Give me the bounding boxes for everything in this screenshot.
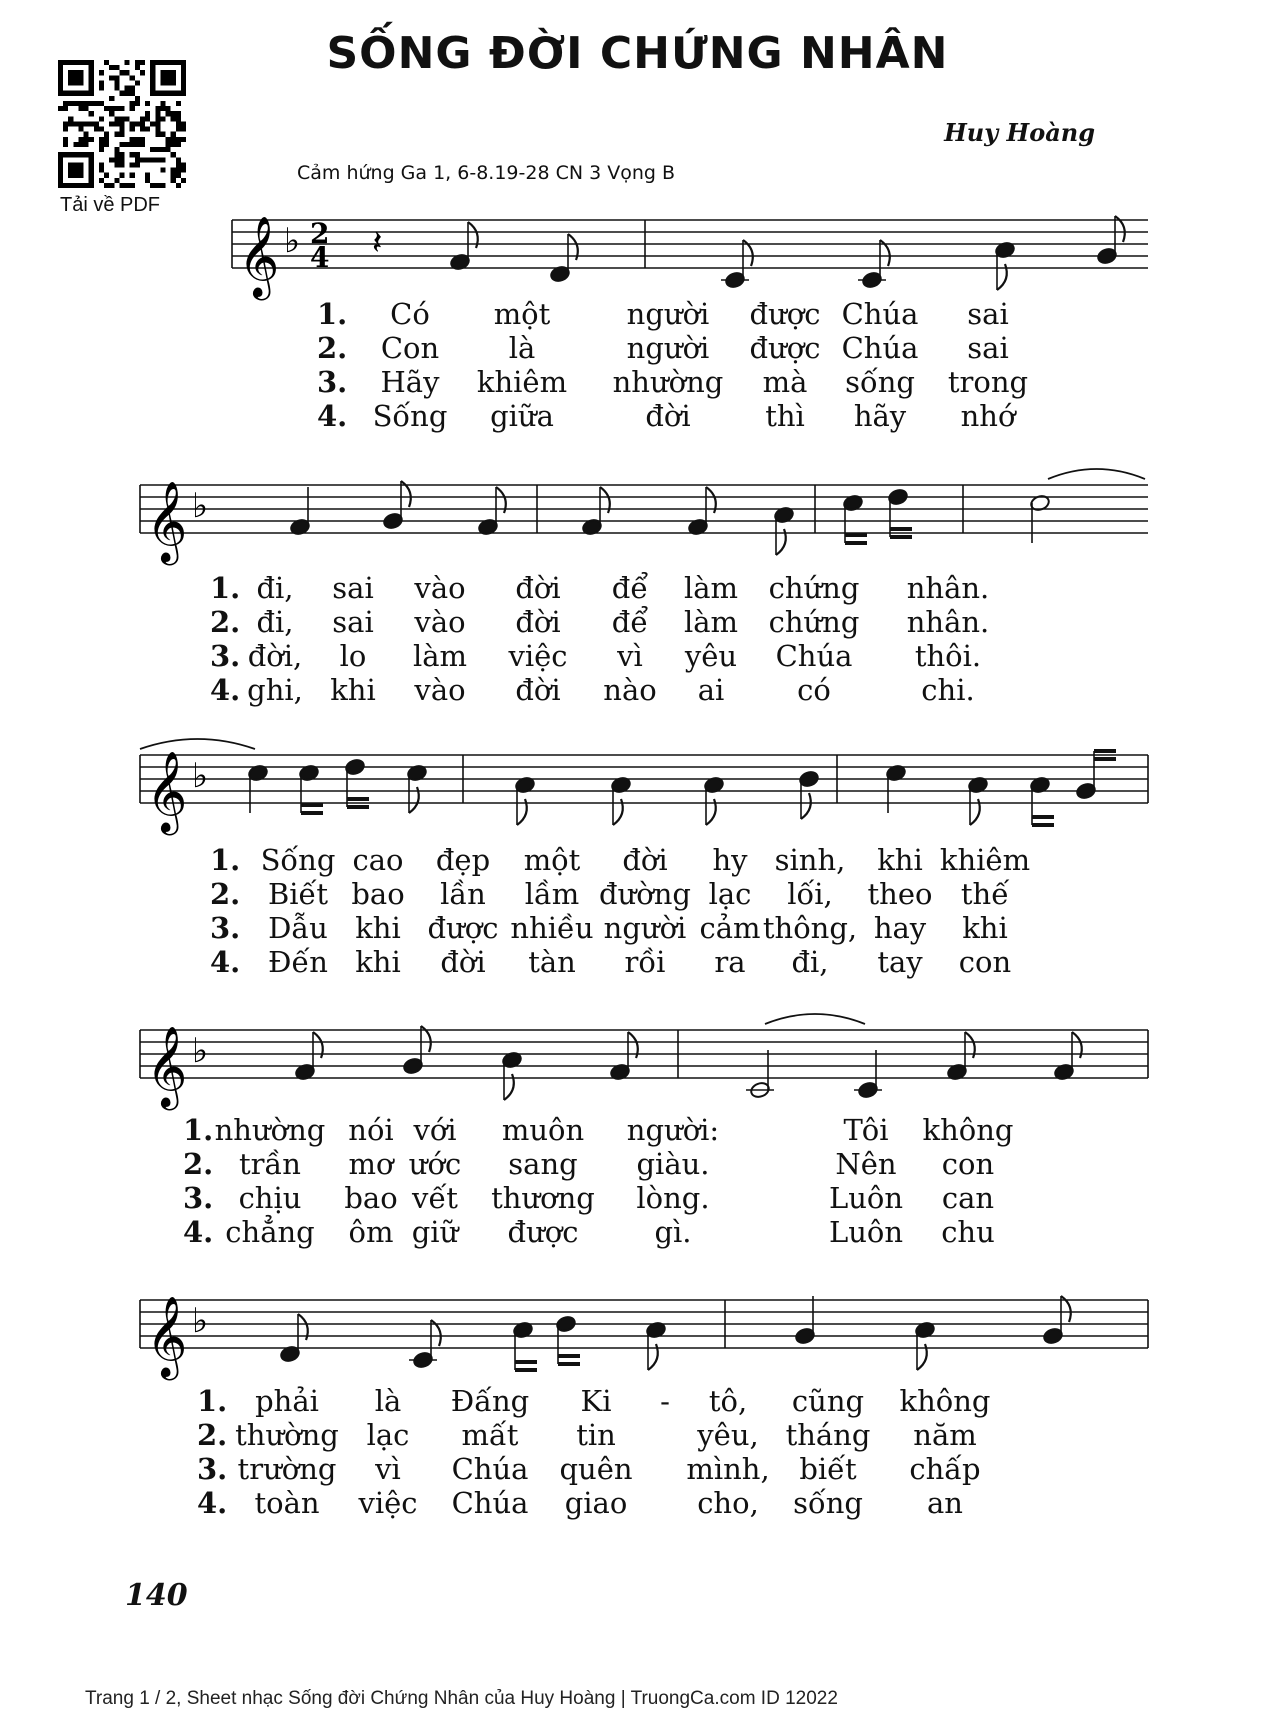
lyric-syllable: mơ — [348, 1147, 394, 1181]
lyric-syllable: gì. — [654, 1215, 692, 1249]
lyric-syllable: đường — [599, 877, 691, 911]
lyric-syllable: với — [413, 1113, 457, 1147]
lyric-syllable: người — [626, 297, 710, 331]
lyric-syllable: Chúa — [451, 1486, 529, 1520]
lyric-syllable: chịu — [238, 1181, 302, 1215]
verse-number: 3. — [317, 365, 348, 399]
lyric-syllable: hay — [873, 911, 927, 945]
lyric-syllable: lo — [339, 639, 367, 673]
lyric-syllable: để — [611, 571, 649, 605]
lyric-syllable: vào — [414, 571, 466, 605]
lyric-syllable: để — [611, 605, 649, 639]
lyric-syllable: là — [374, 1384, 402, 1418]
lyric-syllable: rồi — [624, 945, 666, 979]
lyric-syllable: vì — [617, 639, 643, 673]
lyric-syllable: nào — [603, 673, 657, 707]
lyric-syllable: chi. — [921, 673, 975, 707]
lyric-syllable: thế — [960, 877, 1010, 911]
lyric-syllable: làm — [683, 571, 739, 605]
lyric-syllable: đời — [515, 571, 561, 605]
verse-number: 1. — [197, 1384, 228, 1418]
lyric-syllable: sai — [332, 571, 374, 605]
lyric-syllable: Con — [380, 331, 440, 365]
lyric-syllable: trong — [947, 365, 1029, 399]
tie — [140, 739, 255, 749]
lyric-syllable: ghi, — [247, 673, 303, 707]
verse-number: 4. — [197, 1486, 228, 1520]
verse-number: 2. — [210, 605, 241, 639]
tie — [765, 1014, 865, 1024]
lyric-syllable: yêu, — [697, 1418, 759, 1452]
lyric-syllable: an — [927, 1486, 963, 1520]
lyric-syllable: không — [922, 1113, 1014, 1147]
lyric-syllable: Tôi — [843, 1113, 889, 1147]
lyric-syllable: sai — [967, 331, 1009, 365]
lyric-syllable: tô, — [708, 1384, 748, 1418]
lyric-syllable: đời — [622, 843, 668, 877]
lyric-syllable: khi — [355, 911, 401, 945]
lyric-syllable: lòng. — [636, 1181, 710, 1215]
lyric-syllable: hãy — [853, 399, 907, 433]
lyric-syllable: tay — [877, 945, 923, 979]
lyric-syllable: bao — [344, 1181, 398, 1215]
lyric-syllable: mình, — [686, 1452, 770, 1486]
lyric-syllable: nhân. — [906, 571, 990, 605]
treble-clef-icon: 𝄞 — [146, 750, 188, 832]
lyric-syllable: cũng — [791, 1384, 865, 1418]
music-staff — [0, 455, 1275, 565]
lyric-syllable: lạc — [708, 877, 752, 911]
lyric-syllable: việc — [358, 1486, 418, 1520]
treble-clef-icon: 𝄞 — [238, 215, 280, 297]
lyric-syllable: đẹp — [435, 843, 491, 877]
time-signature-bottom: 4 — [310, 241, 330, 274]
lyric-syllable: phải — [255, 1384, 319, 1418]
verse-number: 2. — [197, 1418, 228, 1452]
lyric-syllable: nhường — [214, 1113, 326, 1147]
lyric-syllable: thường — [235, 1418, 339, 1452]
verse-number: 1. — [183, 1113, 214, 1147]
lyric-syllable: Dẫu — [268, 911, 328, 945]
lyric-syllable: muôn — [501, 1113, 585, 1147]
lyric-syllable: vết — [412, 1181, 458, 1215]
song-title: SỐNG ĐỜI CHỨNG NHÂN — [326, 28, 949, 79]
lyric-syllable: Đến — [268, 945, 328, 979]
lyric-syllable: đời — [645, 399, 691, 433]
lyric-syllable: nói — [348, 1113, 394, 1147]
lyric-syllable: lần — [440, 877, 486, 911]
verse-number: 3. — [197, 1452, 228, 1486]
lyric-syllable: làm — [683, 605, 739, 639]
lyric-syllable: Chúa — [841, 297, 919, 331]
lyric-syllable: đi, — [256, 605, 294, 639]
download-pdf-link[interactable]: Tải về PDF — [60, 194, 161, 216]
lyric-syllable: tàn — [528, 945, 576, 979]
lyric-syllable: không — [899, 1384, 991, 1418]
lyric-syllable: được — [749, 331, 821, 365]
lyric-syllable: chứng — [768, 571, 860, 605]
lyric-syllable: biết — [799, 1452, 857, 1486]
lyric-syllable: là — [508, 331, 536, 365]
lyric-syllable: sang — [508, 1147, 578, 1181]
verse-number: 2. — [317, 331, 348, 365]
lyric-syllable: lạc — [366, 1418, 410, 1452]
lyric-syllable: Chúa — [841, 331, 919, 365]
lyric-syllable: Biết — [267, 877, 329, 911]
verse-number: 2. — [210, 877, 241, 911]
lyric-syllable: cảm — [699, 911, 761, 945]
lyric-syllable: đời — [440, 945, 486, 979]
lyric-syllable: tháng — [785, 1418, 871, 1452]
lyrics-system — [0, 1112, 1275, 1262]
lyric-syllable: ai — [697, 673, 725, 707]
lyric-syllable: theo — [867, 877, 933, 911]
lyrics-system — [0, 296, 1275, 446]
verse-number: 4. — [210, 945, 241, 979]
lyric-syllable: vào — [414, 605, 466, 639]
lyric-syllable: mất — [461, 1418, 519, 1452]
lyric-syllable: cao — [352, 843, 404, 877]
lyric-syllable: chẳng — [225, 1215, 315, 1249]
lyric-syllable: khi — [330, 673, 376, 707]
lyric-syllable: khi — [877, 843, 923, 877]
lyric-syllable: Sống — [372, 399, 448, 433]
lyrics-system — [0, 570, 1275, 720]
page-footer: Trang 1 / 2, Sheet nhạc Sống đời Chứng Nhân của Huy Hoàng | TruongCa.com ID 12022 — [85, 1688, 838, 1709]
flat-icon: ♭ — [284, 221, 301, 261]
composer: Huy Hoàng — [944, 118, 1095, 147]
quarter-rest-icon: 𝄽 — [372, 223, 383, 263]
lyric-syllable: cho, — [697, 1486, 759, 1520]
lyric-syllable: nhân. — [906, 605, 990, 639]
lyric-syllable: đời, — [247, 639, 303, 673]
lyric-syllable: sai — [967, 297, 1009, 331]
lyric-syllable: đời — [515, 673, 561, 707]
flat-icon: ♭ — [192, 486, 209, 526]
lyric-syllable: người: — [626, 1113, 720, 1147]
lyric-syllable: trần — [239, 1147, 301, 1181]
lyric-syllable: nhớ — [960, 399, 1016, 433]
flat-icon: ♭ — [192, 1301, 209, 1341]
verse-number: 2. — [183, 1147, 214, 1181]
lyric-syllable: yêu — [684, 639, 738, 673]
verse-number: 1. — [210, 843, 241, 877]
music-staff — [0, 1000, 1275, 1110]
scripture-reference: Cảm hứng Ga 1, 6-8.19-28 CN 3 Vọng B — [297, 162, 676, 184]
lyric-syllable: ôm — [348, 1215, 394, 1249]
flat-icon: ♭ — [192, 1031, 209, 1071]
lyric-syllable: Sống — [260, 843, 336, 877]
lyric-syllable: bao — [351, 877, 405, 911]
music-staff — [0, 725, 1275, 835]
lyric-syllable: con — [941, 1147, 995, 1181]
verse-number: 4. — [183, 1215, 214, 1249]
verse-number: 1. — [317, 297, 348, 331]
lyric-syllable: - — [660, 1384, 670, 1418]
lyric-syllable: được — [749, 297, 821, 331]
page-number: 140 — [125, 1578, 188, 1613]
verse-number: 4. — [210, 673, 241, 707]
tie — [1048, 469, 1145, 479]
lyric-syllable: Nên — [835, 1147, 897, 1181]
verse-number: 3. — [183, 1181, 214, 1215]
verse-number: 4. — [317, 399, 348, 433]
flat-icon: ♭ — [192, 756, 209, 796]
treble-clef-icon: 𝄞 — [146, 1295, 188, 1377]
lyric-syllable: toàn — [254, 1486, 320, 1520]
lyric-syllable: được — [427, 911, 499, 945]
lyric-syllable: vì — [375, 1452, 401, 1486]
lyric-syllable: ra — [714, 945, 746, 979]
lyric-syllable: có — [797, 673, 831, 707]
lyric-syllable: thôi. — [914, 639, 982, 673]
music-staff — [0, 1270, 1275, 1380]
time-signature-top: 2 — [310, 217, 330, 250]
lyric-syllable: sinh, — [774, 843, 846, 877]
lyric-syllable: Ki — [580, 1384, 612, 1418]
music-staff — [0, 190, 1275, 297]
lyric-syllable: sống — [793, 1486, 863, 1520]
lyric-syllable: đi, — [256, 571, 294, 605]
verse-number: 3. — [210, 911, 241, 945]
lyric-syllable: giao — [564, 1486, 628, 1520]
lyric-syllable: một — [523, 843, 581, 877]
lyric-syllable: được — [507, 1215, 579, 1249]
lyric-syllable: tin — [576, 1418, 616, 1452]
lyrics-system — [0, 1383, 1275, 1533]
lyric-syllable: chấp — [909, 1452, 981, 1486]
lyric-syllable: con — [958, 945, 1012, 979]
lyric-syllable: thì — [765, 399, 805, 433]
lyric-syllable: Luôn — [828, 1181, 904, 1215]
lyric-syllable: Chúa — [451, 1452, 529, 1486]
lyric-syllable: Hãy — [380, 365, 440, 399]
lyric-syllable: lầm — [524, 877, 580, 911]
verse-number: 1. — [210, 571, 241, 605]
lyric-syllable: đời — [515, 605, 561, 639]
lyric-syllable: mà — [762, 365, 808, 399]
treble-clef-icon: 𝄞 — [146, 1025, 188, 1107]
lyric-syllable: giữ — [411, 1215, 459, 1249]
lyric-syllable: hy — [712, 843, 748, 877]
lyric-syllable: ước — [408, 1147, 462, 1181]
qr-code-icon[interactable] — [58, 60, 186, 188]
lyric-syllable: thương — [491, 1181, 595, 1215]
lyric-syllable: một — [493, 297, 551, 331]
lyric-syllable: giữa — [490, 399, 554, 433]
note-flag — [801, 793, 811, 819]
lyric-syllable: nhiều — [510, 911, 594, 945]
lyric-syllable: người — [603, 911, 687, 945]
lyric-syllable: sai — [332, 605, 374, 639]
lyric-syllable: can — [941, 1181, 995, 1215]
treble-clef-icon: 𝄞 — [146, 480, 188, 562]
lyric-syllable: chứng — [768, 605, 860, 639]
lyric-syllable: khiêm — [476, 365, 568, 399]
lyric-syllable: chu — [941, 1215, 995, 1249]
lyric-syllable: Luôn — [828, 1215, 904, 1249]
lyric-syllable: giàu. — [636, 1147, 710, 1181]
lyric-syllable: vào — [414, 673, 466, 707]
lyric-syllable: người — [626, 331, 710, 365]
lyric-syllable: thông, — [762, 911, 858, 945]
lyric-syllable: khi — [962, 911, 1008, 945]
lyric-syllable: Đấng — [450, 1384, 530, 1418]
lyric-syllable: khi — [355, 945, 401, 979]
lyric-syllable: lối, — [787, 877, 833, 911]
lyric-syllable: khiêm — [939, 843, 1031, 877]
lyric-syllable: quên — [559, 1452, 633, 1486]
lyric-syllable: trường — [237, 1452, 337, 1486]
lyric-syllable: sống — [845, 365, 915, 399]
lyric-syllable: năm — [913, 1418, 977, 1452]
lyric-syllable: Chúa — [775, 639, 853, 673]
verse-number: 3. — [210, 639, 241, 673]
lyric-syllable: làm — [412, 639, 468, 673]
lyric-syllable: Có — [390, 297, 430, 331]
lyric-syllable: nhường — [612, 365, 724, 399]
lyric-syllable: việc — [508, 639, 568, 673]
lyric-syllable: đi, — [791, 945, 829, 979]
lyrics-system — [0, 842, 1275, 992]
